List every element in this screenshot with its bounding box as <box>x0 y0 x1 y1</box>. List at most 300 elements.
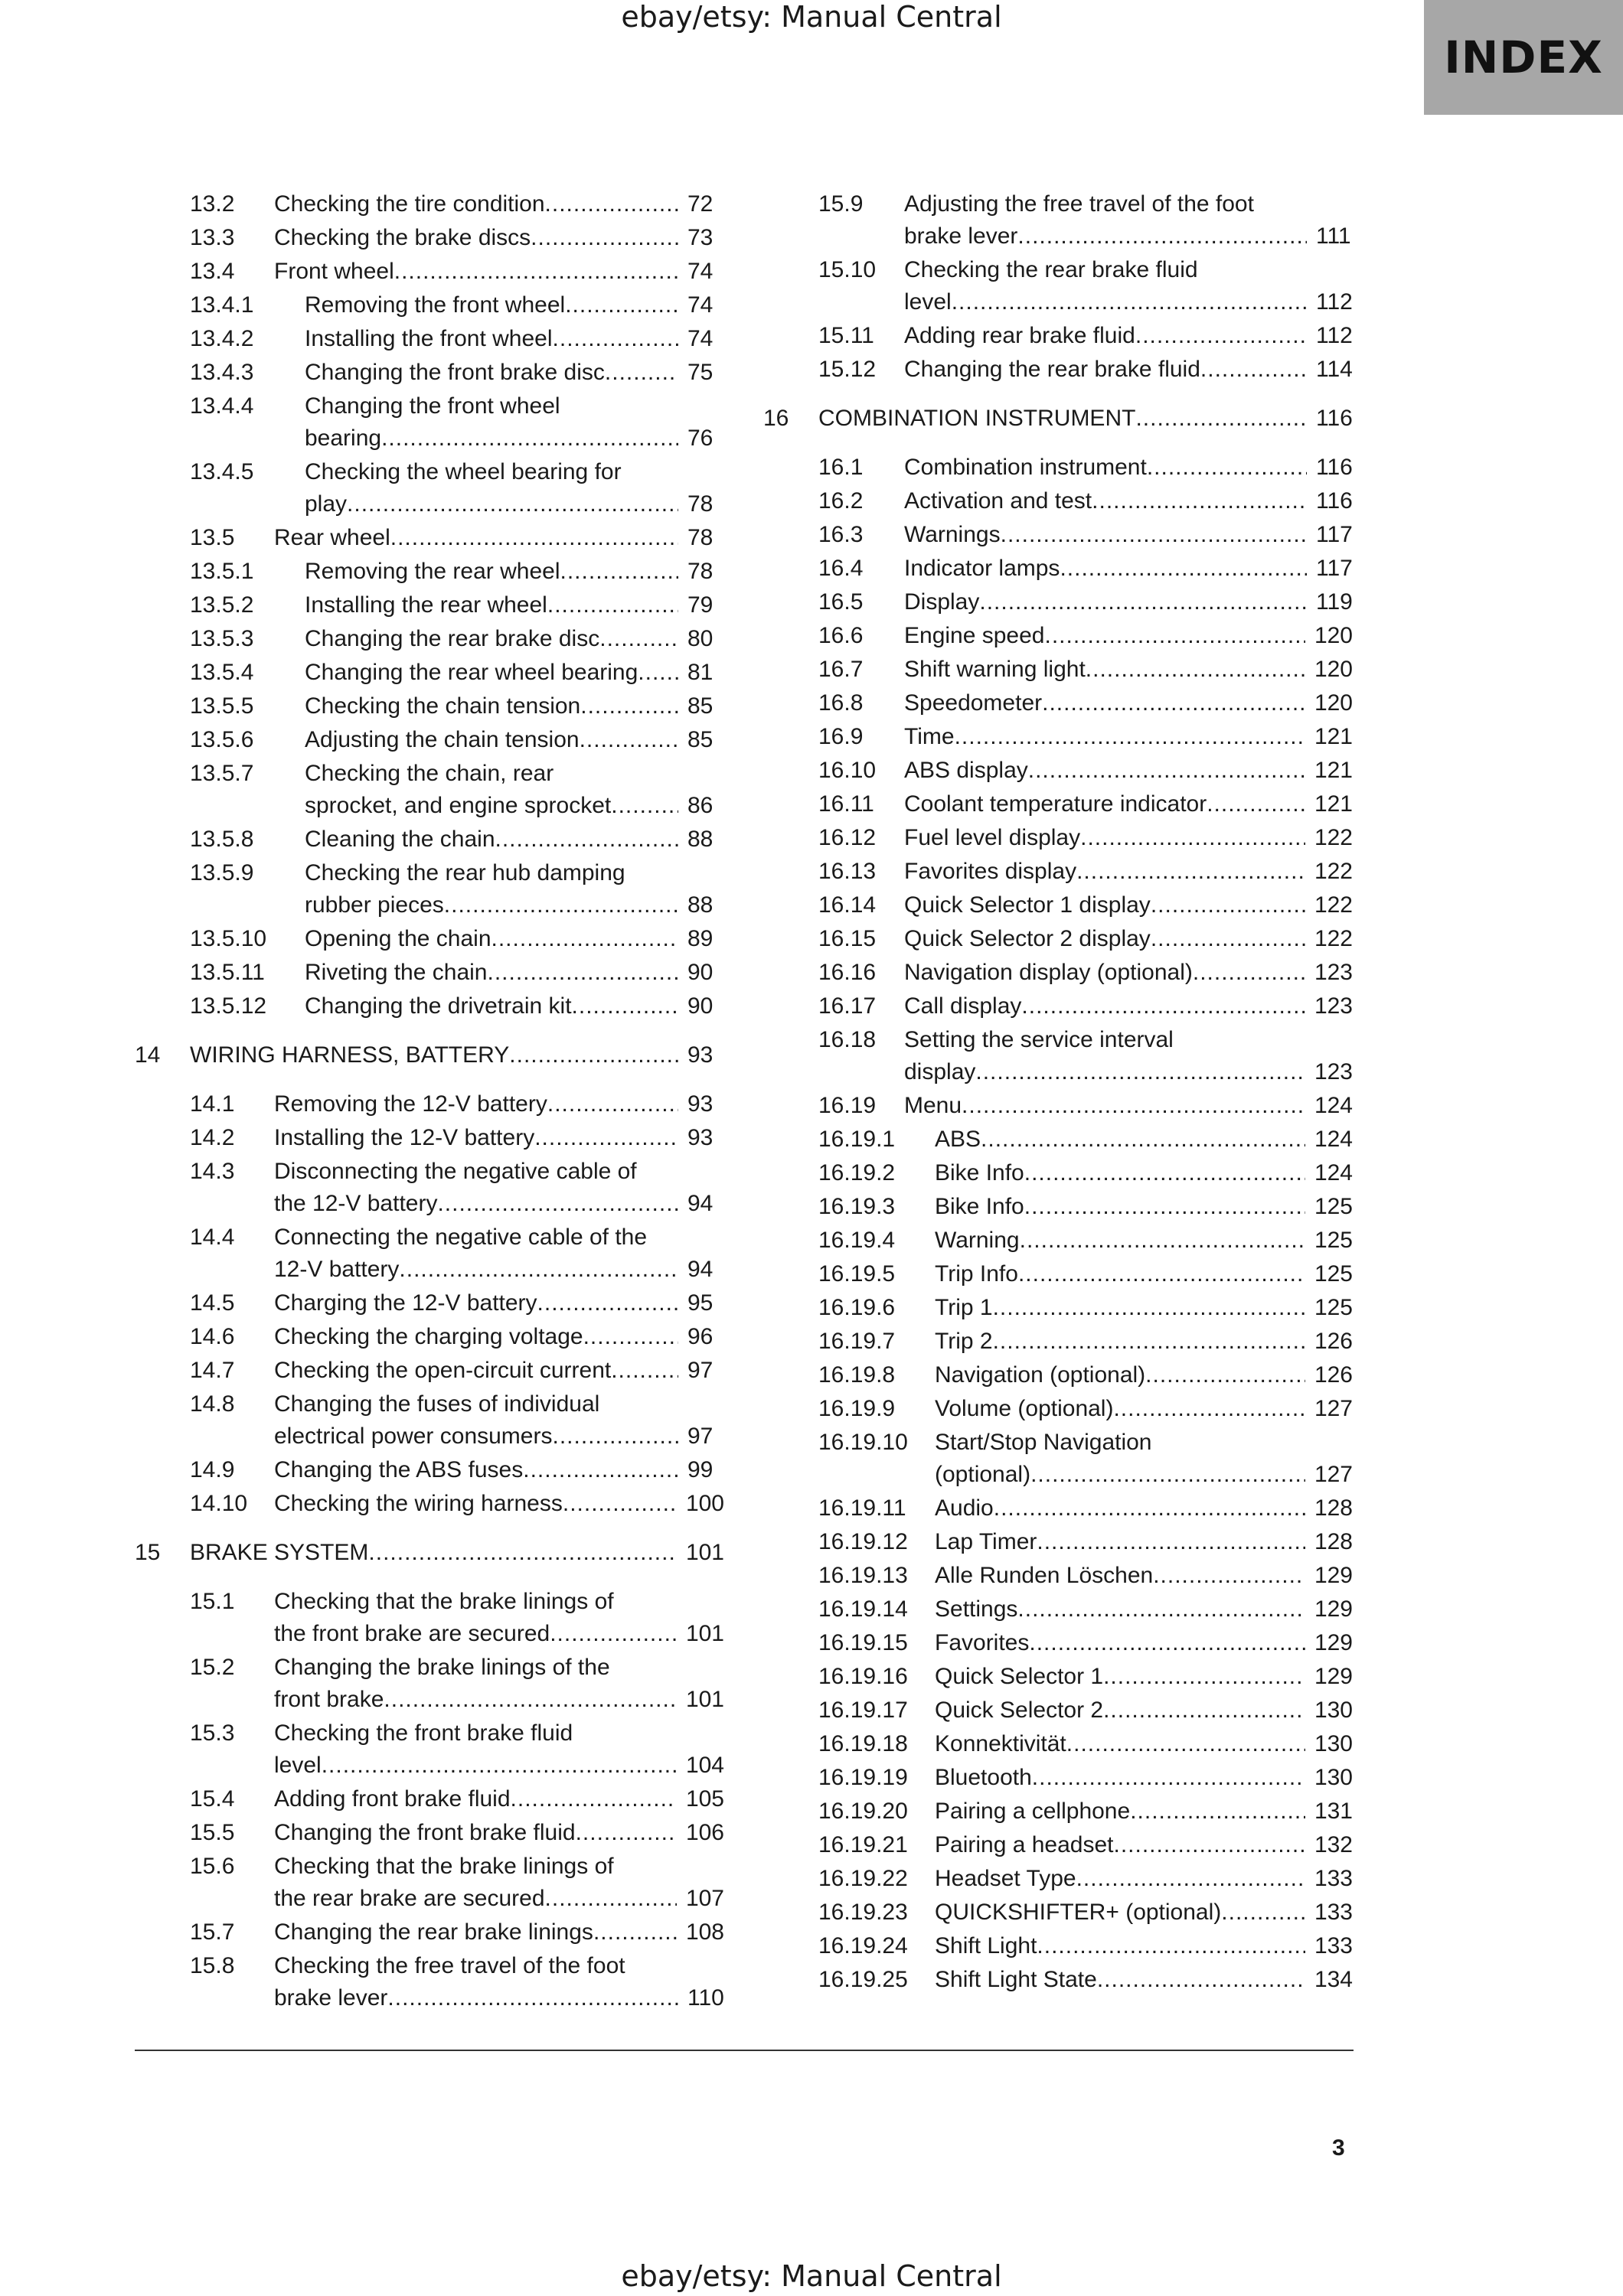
toc-entry <box>135 857 724 921</box>
toc-entry-title: electrical power consumers <box>274 1424 553 1449</box>
toc-entry-title: Rear wheel <box>274 525 390 550</box>
toc-entry-title: (optional) <box>935 1462 1031 1487</box>
toc-entry <box>763 721 1353 753</box>
toc-entry-number: 16.14 <box>818 892 877 918</box>
toc-entry-number: 14 <box>135 1042 161 1068</box>
toc-entry-number: 15.7 <box>190 1919 235 1945</box>
toc-page-number: 130 <box>1314 1765 1353 1790</box>
toc-entry-title: Cleaning the chain <box>305 827 495 852</box>
toc-entry-number: 13.5.2 <box>190 592 254 618</box>
toc-entry-title: 12-V battery <box>274 1257 400 1282</box>
toc-entry <box>135 522 724 554</box>
toc-leader-dots <box>605 357 678 389</box>
toc-page-number: 90 <box>687 960 714 985</box>
toc-entry-title: play <box>305 491 348 517</box>
toc-leader-dots <box>1103 1694 1305 1727</box>
toc-entry-title: Engine speed <box>904 623 1045 648</box>
toc-entry-number: 13.5.1 <box>190 559 254 584</box>
toc-leader-dots <box>1145 1359 1305 1391</box>
toc-entry <box>763 654 1353 686</box>
toc-entry-title: Removing the rear wheel <box>305 559 560 584</box>
toc-entry-title: Warnings <box>904 522 1001 547</box>
toc-entry-number: 16.19.5 <box>818 1261 896 1287</box>
toc-entry-number: 13.5.4 <box>190 660 254 685</box>
toc-entry-title: Quick Selector 1 <box>935 1664 1104 1689</box>
toc-entry-title: Headset Type <box>935 1866 1076 1891</box>
toc-entry-number: 14.9 <box>190 1457 235 1482</box>
toc-leader-dots <box>1021 990 1305 1022</box>
page-number: 3 <box>1332 2135 1345 2161</box>
toc-entry <box>135 390 724 455</box>
toc-entry <box>135 1088 724 1120</box>
toc-entry-title: the front brake are secured <box>274 1621 550 1646</box>
toc-leader-dots <box>1135 320 1307 352</box>
toc-entry <box>763 889 1353 921</box>
toc-page-number: 80 <box>687 626 714 651</box>
toc-leader-dots <box>399 1254 678 1286</box>
toc-entry-number: 13.4.4 <box>190 393 254 419</box>
toc-entry <box>763 1526 1353 1558</box>
toc-entry-number: 15.4 <box>190 1786 235 1812</box>
toc-entry-title: brake lever <box>904 223 1018 249</box>
toc-page-number: 112 <box>1316 323 1353 348</box>
toc-entry-title: Display <box>904 589 980 615</box>
toc-page-number: 74 <box>687 259 714 284</box>
toc-entry-title: Shift Light <box>935 1933 1037 1958</box>
toc-entry <box>763 788 1353 820</box>
toc-entry-number: 16.19.9 <box>818 1396 896 1421</box>
toc-entry-number: 13.5.9 <box>190 860 254 885</box>
toc-page-number: 85 <box>687 693 714 719</box>
toc-leader-dots <box>962 1090 1305 1122</box>
toc-entry-title: Checking the rear brake fluid <box>904 257 1198 282</box>
toc-entry <box>135 1916 724 1949</box>
toc-entry-title: Bike Info <box>935 1194 1024 1219</box>
toc-page-number: 85 <box>687 727 714 752</box>
toc-leader-dots <box>1207 788 1305 820</box>
toc-entry <box>763 1427 1353 1491</box>
toc-entry <box>135 758 724 822</box>
toc-entry-number: 16.3 <box>818 522 864 547</box>
toc-entry-number: 14.5 <box>190 1290 235 1316</box>
toc-entry-title: Checking the chain, rear <box>305 761 554 786</box>
toc-entry <box>135 323 724 355</box>
toc-entry-number: 16.19.16 <box>818 1664 908 1689</box>
toc-entry-title: Konnektivität <box>935 1731 1066 1756</box>
toc-entry <box>135 690 724 722</box>
toc-page-number: 125 <box>1314 1295 1353 1320</box>
toc-page-number: 128 <box>1314 1529 1353 1554</box>
toc-entry-title: Removing the front wheel <box>305 292 566 318</box>
toc-entry-number: 15.9 <box>818 191 864 217</box>
toc-page-number: 127 <box>1314 1396 1353 1421</box>
toc-entry-title: brake lever <box>274 1985 388 2011</box>
toc-entry-number: 16.9 <box>818 724 864 749</box>
toc-entry-number: 13.4.5 <box>190 459 254 484</box>
toc-leader-dots <box>994 1492 1305 1525</box>
toc-entry <box>135 357 724 389</box>
toc-entry-number: 13.5.6 <box>190 727 254 752</box>
toc-page-number: 78 <box>687 559 714 584</box>
toc-page-number: 86 <box>687 793 714 818</box>
toc-leader-dots <box>487 957 678 989</box>
toc-leader-dots <box>444 889 678 921</box>
toc-entry <box>763 687 1353 719</box>
toc-entry <box>135 456 724 520</box>
toc-leader-dots <box>560 556 678 588</box>
toc-entry <box>763 1863 1353 1895</box>
toc-entry-number: 16.12 <box>818 825 877 850</box>
toc-entry-title: the 12-V battery <box>274 1191 438 1216</box>
toc-leader-dots <box>437 1188 678 1220</box>
toc-page-number: 125 <box>1314 1228 1353 1253</box>
toc-entry-title: Checking the brake discs <box>274 225 531 250</box>
toc-entry-title: Menu <box>904 1093 962 1118</box>
toc-leader-dots <box>537 1287 678 1319</box>
toc-entry-title: Activation and test <box>904 488 1092 514</box>
toc-leader-dots <box>384 1684 677 1716</box>
toc-entry-number: 14.8 <box>190 1391 235 1417</box>
toc-entry <box>763 586 1353 618</box>
toc-entry-title: bearing <box>305 426 382 451</box>
toc-page-number: 129 <box>1314 1630 1353 1655</box>
toc-entry-title: Removing the 12-V battery <box>274 1091 547 1117</box>
toc-entry-title: Adjusting the chain tension <box>305 727 580 752</box>
toc-entry-number: 13.5.5 <box>190 693 254 719</box>
toc-entry <box>763 1225 1353 1257</box>
toc-leader-dots <box>1103 1661 1305 1693</box>
toc-page-number: 114 <box>1316 357 1353 382</box>
toc-page-number: 78 <box>687 491 714 517</box>
toc-entry <box>763 990 1353 1022</box>
toc-entry <box>763 1795 1353 1828</box>
toc-entry-number: 16.19.2 <box>818 1160 896 1186</box>
toc-leader-dots <box>1080 822 1305 854</box>
toc-page-number: 93 <box>687 1125 714 1150</box>
toc-page-number: 74 <box>687 326 714 351</box>
toc-leader-dots <box>1193 957 1305 989</box>
toc-leader-dots <box>1147 452 1307 484</box>
toc-entry-title: Changing the rear wheel bearing <box>305 660 638 685</box>
toc-page-number: 99 <box>687 1457 714 1482</box>
toc-leader-dots <box>1076 856 1305 888</box>
toc-page-number: 132 <box>1314 1832 1353 1857</box>
toc-page-number: 94 <box>687 1191 714 1216</box>
toc-entry <box>763 1694 1353 1727</box>
toc-page-number: 78 <box>687 525 714 550</box>
toc-entry <box>763 1359 1353 1391</box>
toc-page-number: 110 <box>687 1985 724 2011</box>
toc-leader-dots <box>1060 553 1307 585</box>
toc-page-number: 116 <box>1316 406 1353 431</box>
toc-entry-number: 14.2 <box>190 1125 235 1150</box>
toc-leader-dots <box>1066 1728 1305 1760</box>
toc-leader-dots <box>552 1420 678 1453</box>
toc-page-number: 104 <box>685 1753 724 1778</box>
toc-leader-dots <box>1018 1258 1305 1290</box>
toc-entry-title: Navigation (optional) <box>935 1362 1146 1388</box>
toc-entry <box>135 1122 724 1154</box>
toc-leader-dots <box>491 923 678 955</box>
toc-entry <box>135 1950 724 2014</box>
toc-entry-number: 14.1 <box>190 1091 235 1117</box>
toc-entry-title: Adding front brake fluid <box>274 1786 511 1812</box>
toc-leader-dots <box>576 1817 677 1849</box>
toc-page-number: 72 <box>687 191 714 217</box>
toc-entry-title: Trip 2 <box>935 1329 993 1354</box>
toc-page-number: 88 <box>687 827 714 852</box>
toc-entry-number: 16.8 <box>818 690 864 716</box>
toc-leader-dots <box>979 586 1307 618</box>
toc-page-number: 116 <box>1316 488 1353 514</box>
toc-leader-dots <box>1017 220 1307 253</box>
toc-page-number: 124 <box>1314 1127 1353 1152</box>
toc-page-number: 127 <box>1314 1462 1353 1487</box>
toc-page-number: 122 <box>1314 892 1353 918</box>
toc-entry-title: Call display <box>904 993 1022 1019</box>
toc-entry <box>135 990 724 1022</box>
toc-entry-number: 13.5 <box>190 525 235 550</box>
toc-entry-number: 16.19.10 <box>818 1430 908 1455</box>
toc-leader-dots <box>1029 1627 1305 1659</box>
toc-entry <box>135 222 724 254</box>
toc-entry-title: QUICKSHIFTER+ (optional) <box>935 1900 1222 1925</box>
toc-entry-title: Speedometer <box>904 690 1043 716</box>
toc-leader-dots <box>1030 1459 1305 1491</box>
toc-entry-title: Trip Info <box>935 1261 1018 1287</box>
toc-entry-title: Pairing a headset <box>935 1832 1114 1857</box>
toc-entry <box>763 254 1353 318</box>
toc-leader-dots <box>523 1454 678 1486</box>
toc-page-number: 116 <box>1316 455 1353 480</box>
toc-leader-dots <box>1020 1225 1305 1257</box>
toc-left-column <box>135 188 724 2016</box>
toc-entry-title: Favorites <box>935 1630 1030 1655</box>
watermark-top: ebay/etsy: Manual Central <box>621 0 1002 34</box>
toc-entry <box>763 1627 1353 1659</box>
toc-entry <box>763 957 1353 989</box>
toc-leader-dots <box>394 256 678 288</box>
toc-page-number: 122 <box>1314 825 1353 850</box>
toc-entry-number: 16.10 <box>818 758 877 783</box>
toc-entry-title: Changing the front brake disc <box>305 360 605 385</box>
toc-entry <box>763 452 1353 484</box>
toc-entry-title: the rear brake are secured <box>274 1886 545 1911</box>
toc-page-number: 96 <box>687 1324 714 1349</box>
toc-entry-title: Shift warning light <box>904 657 1086 682</box>
toc-page-number: 123 <box>1314 1059 1353 1084</box>
toc-entry-number: 13.4 <box>190 259 235 284</box>
toc-entry-title: Checking that the brake linings of <box>274 1854 614 1879</box>
toc-entry-title: Pairing a cellphone <box>935 1799 1131 1824</box>
toc-leader-dots <box>981 1124 1305 1156</box>
toc-entry-title: rubber pieces <box>305 892 444 918</box>
toc-entry <box>135 1717 724 1782</box>
toc-entry-number: 16.19.1 <box>818 1127 896 1152</box>
toc-leader-dots <box>547 589 678 621</box>
toc-right-column <box>763 188 1353 1998</box>
toc-entry-title: Volume (optional) <box>935 1396 1114 1421</box>
toc-entry <box>763 1762 1353 1794</box>
toc-entry <box>135 1221 724 1286</box>
toc-leader-dots <box>1130 1795 1305 1828</box>
toc-entry <box>763 1964 1353 1996</box>
toc-leader-dots <box>1045 620 1305 652</box>
toc-entry-title: Connecting the negative cable of the <box>274 1225 648 1250</box>
toc-entry-number: 15.1 <box>190 1589 235 1614</box>
toc-entry <box>135 823 724 856</box>
toc-entry-title: Checking the chain tension <box>305 693 581 719</box>
toc-entry-title: Checking the tire condition <box>274 191 545 217</box>
toc-entry-title: Changing the rear brake linings <box>274 1919 593 1945</box>
toc-entry-title: Installing the front wheel <box>305 326 553 351</box>
toc-page-number: 121 <box>1314 724 1353 749</box>
index-tab: INDEX <box>1424 0 1623 115</box>
toc-entry-number: 13.5.7 <box>190 761 254 786</box>
toc-leader-dots <box>1024 1191 1305 1223</box>
toc-entry-title: Opening the chain <box>305 926 491 951</box>
toc-entry-number: 16.19.22 <box>818 1866 908 1891</box>
toc-entry <box>135 1537 724 1569</box>
toc-entry-title: display <box>904 1059 976 1084</box>
toc-entry-title: Bluetooth <box>935 1765 1032 1790</box>
toc-leader-dots <box>1017 1593 1305 1626</box>
toc-entry-number: 14.3 <box>190 1159 235 1184</box>
toc-entry-title: Shift Light State <box>935 1967 1097 1992</box>
toc-entry-number: 13.4.3 <box>190 360 254 385</box>
toc-entry-title: Front wheel <box>274 259 394 284</box>
toc-page-number: 111 <box>1316 223 1351 249</box>
toc-entry-title: Adding rear brake fluid <box>904 323 1135 348</box>
toc-entry-number: 15.10 <box>818 257 877 282</box>
toc-entry-number: 16.16 <box>818 960 877 985</box>
toc-leader-dots <box>545 188 678 220</box>
toc-entry <box>763 1661 1353 1693</box>
toc-entry-title: Riveting the chain <box>305 960 488 985</box>
toc-page-number: 125 <box>1314 1261 1353 1287</box>
toc-entry-number: 16 <box>763 406 789 431</box>
toc-entry-title: Coolant temperature indicator <box>904 791 1207 817</box>
toc-entry <box>763 320 1353 352</box>
toc-leader-dots <box>580 690 678 722</box>
toc-page-number: 100 <box>685 1491 724 1516</box>
toc-page-number: 101 <box>685 1540 724 1565</box>
toc-entry-title: COMBINATION INSTRUMENT <box>818 406 1136 431</box>
toc-entry-number: 16.19.4 <box>818 1228 896 1253</box>
toc-entry-number: 16.19.21 <box>818 1832 908 1857</box>
toc-leader-dots <box>547 1088 678 1120</box>
toc-leader-dots <box>993 1326 1305 1358</box>
toc-leader-dots <box>1092 485 1307 517</box>
toc-entry <box>135 556 724 588</box>
toc-page-number: 133 <box>1314 1900 1353 1925</box>
toc-entry <box>135 1817 724 1849</box>
toc-page-number: 74 <box>687 292 714 318</box>
toc-entry-title: Checking the wiring harness <box>274 1491 563 1516</box>
toc-entry <box>763 1593 1353 1626</box>
toc-entry <box>763 1191 1353 1223</box>
toc-entry <box>763 1326 1353 1358</box>
toc-leader-dots <box>1221 1896 1305 1929</box>
toc-entry-title: Checking the front brake fluid <box>274 1720 573 1746</box>
toc-entry-number: 16.19.24 <box>818 1933 908 1958</box>
toc-leader-dots <box>1200 354 1307 386</box>
toc-entry-number: 16.18 <box>818 1027 877 1052</box>
toc-page-number: 101 <box>685 1621 724 1646</box>
toc-entry <box>763 354 1353 386</box>
toc-leader-dots <box>975 1056 1305 1088</box>
toc-entry-number: 14.10 <box>190 1491 248 1516</box>
toc-entry-number: 16.6 <box>818 623 864 648</box>
toc-page-number: 93 <box>687 1042 714 1068</box>
toc-entry-title: Changing the drivetrain kit <box>305 993 572 1019</box>
toc-entry <box>763 755 1353 787</box>
toc-entry-title: Favorites display <box>904 859 1077 884</box>
toc-entry-number: 14.4 <box>190 1225 235 1250</box>
toc-entry-title: Trip 1 <box>935 1295 993 1320</box>
toc-entry <box>135 188 724 220</box>
toc-leader-dots <box>1037 1930 1305 1962</box>
toc-entry-title: Changing the rear brake fluid <box>904 357 1200 382</box>
toc-page-number: 90 <box>687 993 714 1019</box>
toc-leader-dots <box>381 422 678 455</box>
toc-entry <box>763 519 1353 551</box>
toc-page-number: 123 <box>1314 960 1353 985</box>
toc-page-number: 129 <box>1314 1563 1353 1588</box>
toc-page-number: 117 <box>1316 556 1353 581</box>
toc-entry <box>763 485 1353 517</box>
toc-entry-number: 15.8 <box>190 1953 235 1978</box>
toc-page-number: 121 <box>1314 791 1353 817</box>
toc-entry-number: 15.6 <box>190 1854 235 1879</box>
toc-leader-dots <box>322 1750 677 1782</box>
toc-entry-number: 16.7 <box>818 657 864 682</box>
toc-entry-title: Indicator lamps <box>904 556 1060 581</box>
toc-entry-number: 16.19.8 <box>818 1362 896 1388</box>
toc-leader-dots <box>1151 889 1305 921</box>
toc-entry-title: Changing the fuses of individual <box>274 1391 600 1417</box>
toc-entry-number: 16.5 <box>818 589 864 615</box>
toc-page-number: 117 <box>1316 522 1353 547</box>
footer-rule <box>135 2050 1354 2051</box>
toc-page-number: 129 <box>1314 1664 1353 1689</box>
toc-page-number: 122 <box>1314 859 1353 884</box>
toc-entry-title: Navigation display (optional) <box>904 960 1193 985</box>
toc-entry-number: 16.19.19 <box>818 1765 908 1790</box>
toc-entry <box>763 1258 1353 1290</box>
toc-entry <box>763 1728 1353 1760</box>
toc-entry-title: Checking that the brake linings of <box>274 1589 614 1614</box>
toc-entry-title: Time <box>904 724 955 749</box>
toc-page-number: 133 <box>1314 1866 1353 1891</box>
toc-leader-dots <box>1135 403 1307 435</box>
toc-entry-number: 16.19.11 <box>818 1495 906 1521</box>
toc-entry-number: 16.19.14 <box>818 1596 908 1622</box>
toc-page-number: 106 <box>685 1820 724 1845</box>
toc-entry-title: Lap Timer <box>935 1529 1037 1554</box>
toc-entry <box>135 289 724 321</box>
toc-entry <box>763 923 1353 955</box>
toc-page-number: 125 <box>1314 1194 1353 1219</box>
toc-entry-number: 16.11 <box>818 791 874 817</box>
toc-entry-number: 15.3 <box>190 1720 235 1746</box>
toc-entry-title: Changing the front wheel <box>305 393 560 419</box>
toc-leader-dots <box>511 1783 677 1815</box>
toc-entry-title: sprocket, and engine sprocket <box>305 793 612 818</box>
toc-page-number: 121 <box>1314 758 1353 783</box>
toc-entry-title: Checking the free travel of the foot <box>274 1953 625 1978</box>
toc-entry-title: WIRING HARNESS, BATTERY <box>190 1042 510 1068</box>
